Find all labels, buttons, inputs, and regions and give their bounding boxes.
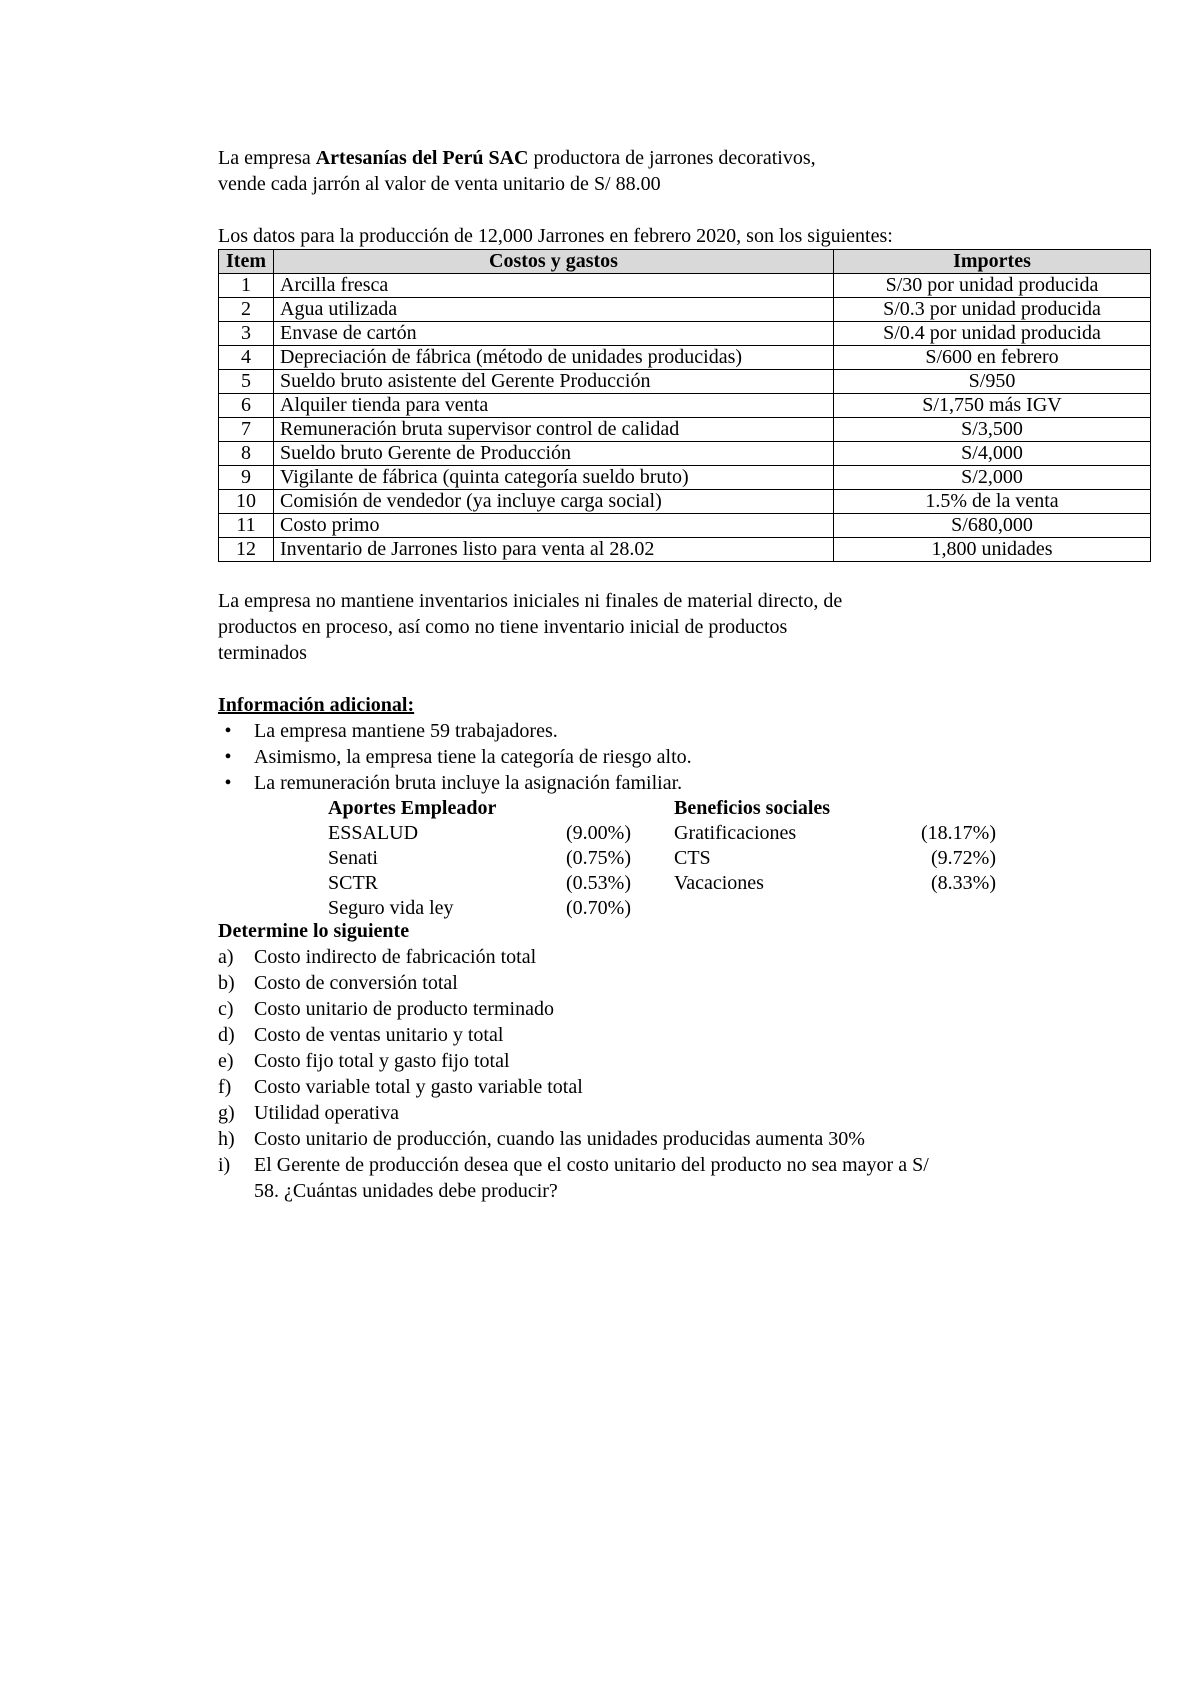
- costs-table: [218, 249, 1151, 562]
- list-marker: h): [218, 1128, 235, 1150]
- benefit-rate: (8.33%): [931, 872, 996, 894]
- employer-contrib-rate: (0.75%): [566, 847, 631, 869]
- header-item: Item: [219, 250, 274, 274]
- row-item: 6: [219, 394, 274, 418]
- intro-text: La empresa: [218, 147, 316, 169]
- row-description: Sueldo bruto Gerente de Producción: [274, 442, 834, 466]
- determine-title: Determine lo siguiente: [218, 920, 410, 942]
- list-text: El Gerente de producción desea que el costo unitario del producto no sea mayor a S/: [254, 1154, 929, 1176]
- company-name: Artesanías del Perú SAC: [315, 147, 529, 169]
- benefit-name: CTS: [674, 847, 711, 869]
- row-amount: S/0.3 por unidad producida: [834, 298, 1151, 322]
- list-text: Costo variable total y gasto variable total: [254, 1076, 583, 1098]
- row-item: 10: [219, 490, 274, 514]
- list-text: 58. ¿Cuántas unidades debe producir?: [254, 1180, 558, 1202]
- bullet-text: La empresa mantiene 59 trabajadores.: [254, 720, 558, 742]
- benefit-name: Gratificaciones: [674, 822, 797, 844]
- list-item: [218, 1048, 1158, 1074]
- intro-line-3: Los datos para la producción de 12,000 Jarrones en febrero 2020, son los siguientes:: [218, 225, 893, 247]
- list-marker: d): [218, 1024, 235, 1046]
- table-row: [219, 298, 1151, 322]
- bullet-text: Asimismo, la empresa tiene la categoría de riesgo alto.: [254, 746, 692, 768]
- table-row: [219, 370, 1151, 394]
- row-item: 7: [219, 418, 274, 442]
- list-item: [218, 944, 1158, 970]
- row-amount: S/2,000: [834, 466, 1151, 490]
- row-amount: S/3,500: [834, 418, 1151, 442]
- row-description: Agua utilizada: [274, 298, 834, 322]
- table-row: [219, 418, 1151, 442]
- list-item: [218, 744, 1158, 770]
- row-item: 11: [219, 514, 274, 538]
- intro-line-1: [218, 145, 1158, 171]
- row-item: 3: [219, 322, 274, 346]
- row-description: Sueldo bruto asistente del Gerente Producción: [274, 370, 834, 394]
- row-amount: S/30 por unidad producida: [834, 274, 1151, 298]
- contributions-block: [218, 796, 1158, 918]
- list-marker: a): [218, 946, 234, 968]
- list-marker: e): [218, 1050, 234, 1072]
- row-description: Remuneración bruta supervisor control de calidad: [274, 418, 834, 442]
- benefits-rates: [908, 796, 996, 896]
- row-description: Alquiler tienda para venta: [274, 394, 834, 418]
- row-description: Vigilante de fábrica (quinta categoría sueldo bruto): [274, 466, 834, 490]
- employer-contrib-names: [328, 796, 496, 921]
- table-row: [219, 466, 1151, 490]
- row-amount: S/680,000: [834, 514, 1151, 538]
- intro-line-2: vende cada jarrón al valor de venta unitario de S/ 88.00: [218, 173, 661, 195]
- benefit-rate: (9.72%): [931, 847, 996, 869]
- list-marker: i): [218, 1154, 231, 1176]
- benefits-names: [674, 796, 830, 896]
- row-amount: S/0.4 por unidad producida: [834, 322, 1151, 346]
- list-marker: f): [218, 1076, 232, 1098]
- row-description: Arcilla fresca: [274, 274, 834, 298]
- row-item: 8: [219, 442, 274, 466]
- list-text: Costo de ventas unitario y total: [254, 1024, 504, 1046]
- table-row: [219, 346, 1151, 370]
- benefit-rate: (18.17%): [921, 822, 996, 844]
- benefit-name: Vacaciones: [674, 872, 764, 894]
- row-item: 9: [219, 466, 274, 490]
- bullet-icon: •: [224, 720, 232, 742]
- employer-contrib-name: Senati: [328, 847, 378, 869]
- table-row: [219, 538, 1151, 562]
- list-item: [218, 1022, 1158, 1048]
- table-row: [219, 322, 1151, 346]
- additional-info-list: [218, 718, 1158, 796]
- table-row: [219, 442, 1151, 466]
- document-page: [218, 145, 1158, 1204]
- header-costs: Costos y gastos: [274, 250, 834, 274]
- row-item: 2: [219, 298, 274, 322]
- row-description: Inventario de Jarrones listo para venta al 28.02: [274, 538, 834, 562]
- employer-contrib-rate: (0.53%): [566, 872, 631, 894]
- row-item: 4: [219, 346, 274, 370]
- list-text: Costo de conversión total: [254, 972, 458, 994]
- list-item: [218, 996, 1158, 1022]
- additional-info-title: Información adicional:: [218, 694, 415, 716]
- employer-contrib-rate: (9.00%): [566, 822, 631, 844]
- list-item: [218, 770, 1158, 796]
- list-text: Costo unitario de producto terminado: [254, 998, 554, 1020]
- bullet-icon: •: [224, 746, 232, 768]
- list-text: Costo unitario de producción, cuando las unidades producidas aumenta 30%: [254, 1128, 865, 1150]
- employer-contrib-name: Seguro vida ley: [328, 897, 454, 919]
- row-amount: S/600 en febrero: [834, 346, 1151, 370]
- bullet-text: La remuneración bruta incluye la asignación familiar.: [254, 772, 683, 794]
- table-row: [219, 514, 1151, 538]
- row-item: 5: [219, 370, 274, 394]
- row-item: 1: [219, 274, 274, 298]
- note-line-2: productos en proceso, así como no tiene inventario inicial de productos: [218, 616, 788, 638]
- row-item: 12: [219, 538, 274, 562]
- table-row: [219, 490, 1151, 514]
- employer-contrib-name: SCTR: [328, 872, 379, 894]
- list-item: [218, 1178, 1158, 1204]
- employer-contrib-name: ESSALUD: [328, 822, 419, 844]
- list-item: [218, 1152, 1158, 1178]
- list-text: Costo indirecto de fabricación total: [254, 946, 537, 968]
- note-line-1: La empresa no mantiene inventarios iniciales ni finales de material directo, de: [218, 590, 843, 612]
- determine-list: [218, 944, 1158, 1204]
- row-amount: S/1,750 más IGV: [834, 394, 1151, 418]
- list-text: Costo fijo total y gasto fijo total: [254, 1050, 510, 1072]
- row-description: Costo primo: [274, 514, 834, 538]
- employer-contrib-rates: [566, 796, 631, 921]
- header-amounts: Importes: [834, 250, 1151, 274]
- row-amount: 1,800 unidades: [834, 538, 1151, 562]
- list-item: [218, 970, 1158, 996]
- row-description: Depreciación de fábrica (método de unidades producidas): [274, 346, 834, 370]
- note-line-3: terminados: [218, 642, 307, 664]
- row-description: Comisión de vendedor (ya incluye carga social): [274, 490, 834, 514]
- list-text: Utilidad operativa: [254, 1102, 399, 1124]
- bullet-icon: •: [224, 772, 232, 794]
- intro-text: productora de jarrones decorativos,: [528, 147, 816, 169]
- list-item: [218, 1074, 1158, 1100]
- table-row: [219, 394, 1151, 418]
- list-marker: b): [218, 972, 235, 994]
- list-marker: g): [218, 1102, 235, 1124]
- row-amount: S/950: [834, 370, 1151, 394]
- list-item: [218, 1100, 1158, 1126]
- benefits-title: Beneficios sociales: [674, 797, 831, 819]
- row-amount: S/4,000: [834, 442, 1151, 466]
- list-item: [218, 1126, 1158, 1152]
- list-marker: c): [218, 998, 234, 1020]
- employer-contrib-title: Aportes Empleador: [328, 797, 497, 819]
- row-description: Envase de cartón: [274, 322, 834, 346]
- employer-contrib-rate: (0.70%): [566, 897, 631, 919]
- list-item: [218, 718, 1158, 744]
- table-header-row: [219, 250, 1151, 274]
- table-row: [219, 274, 1151, 298]
- row-amount: 1.5% de la venta: [834, 490, 1151, 514]
